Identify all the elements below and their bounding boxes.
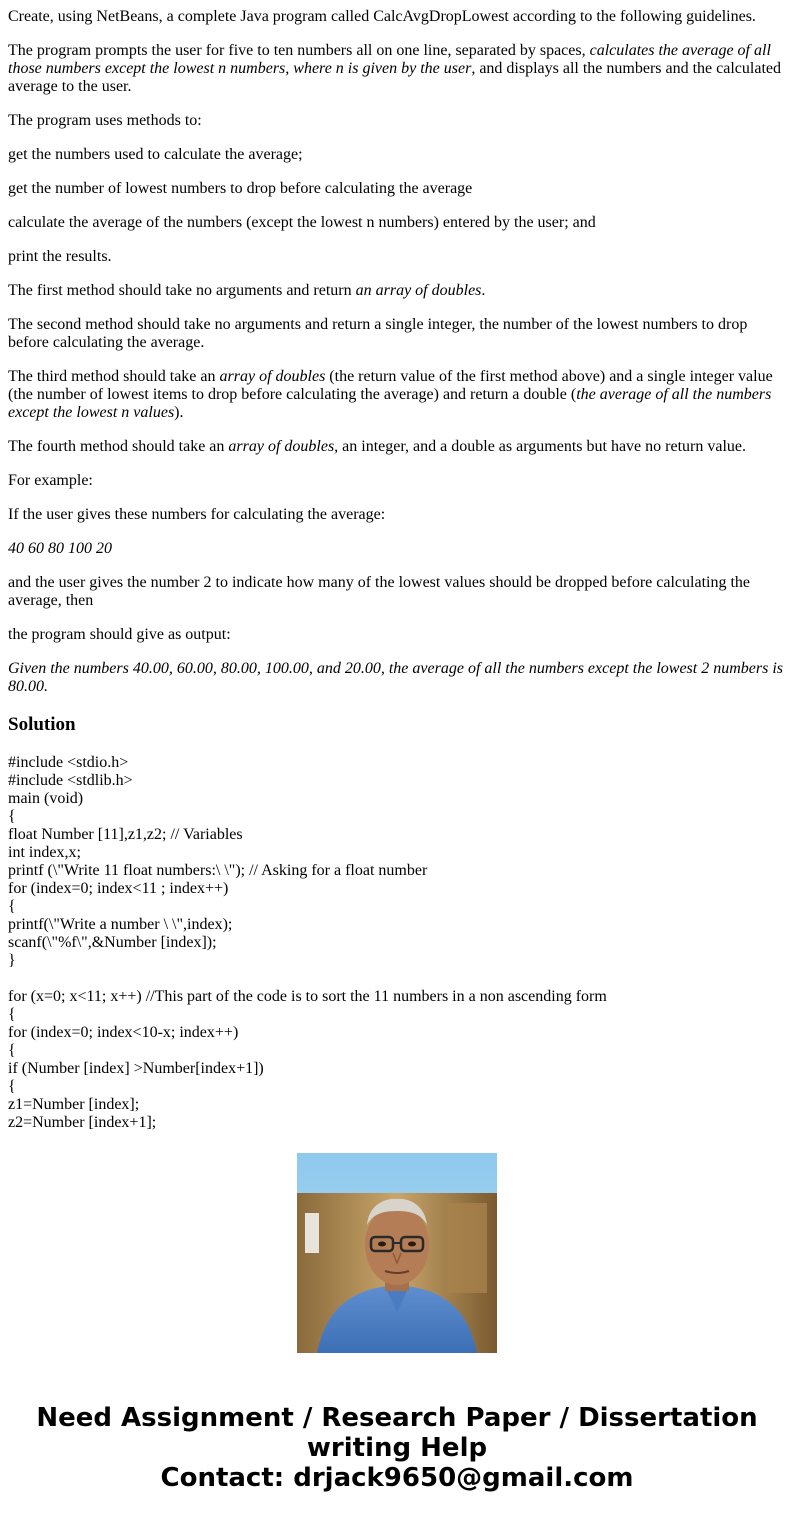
code-line: z1=Number [index]; (8, 1096, 140, 1113)
code-line: for (index=0; index<11 ; index++) (8, 880, 229, 897)
third-method-paragraph (8, 368, 786, 422)
footer-line: Need Assignment / Research Paper / Dissertation (36, 1403, 758, 1433)
method-item: get the numbers used to calculate the average; (8, 146, 303, 163)
code-line: scanf(\"%f\",&Number [index]); (8, 934, 217, 951)
method-item: get the number of lowest numbers to drop before calculating the average (8, 180, 473, 197)
example-numbers-text: 40 60 80 100 20 (8, 540, 112, 557)
first-method-text: The first method should take no arguments and return (8, 282, 356, 299)
author-avatar (297, 1153, 497, 1353)
example-intro: If the user gives these numbers for calculating the average: (8, 506, 386, 523)
code-line: z2=Number [index+1]; (8, 1114, 157, 1131)
third-method-text-end: ). (174, 404, 184, 421)
example-numbers (8, 540, 786, 558)
prompt-paragraph (8, 42, 786, 96)
example-label: For example: (8, 472, 93, 489)
code-line: float Number [11],z1,z2; // Variables (8, 826, 243, 843)
first-method-emphasis: an array of doubles (355, 282, 482, 299)
code-line: { (8, 1042, 16, 1059)
code-line: { (8, 1078, 16, 1095)
third-method-text: (the return value of the first method above) and a single integer value (the number of lowest items to drop before calculating the average) and return a double ( (8, 368, 773, 403)
code-line: { (8, 898, 16, 915)
prompt-text-end: , and displays all the numbers and the calculated average to the user. (8, 60, 781, 95)
code-line: main (void) (8, 790, 84, 807)
methods-intro: The program uses methods to: (8, 112, 202, 129)
footer-line: writing Help (306, 1433, 488, 1463)
code-line: for (index=0; index<10-x; index++) (8, 1024, 239, 1041)
code-line: for (x=0; x<11; x++) //This part of the code is to sort the 11 numbers in a non ascending form (8, 988, 607, 1005)
second-method-paragraph: The second method should take no arguments and return a single integer, the number of the lowest numbers to drop before calculating the average. (8, 316, 748, 351)
example-output-text: Given the numbers 40.00, 60.00, 80.00, 100.00, and 20.00, the average of all the numbers except the lowest 2 numbers is 80.00. (8, 660, 783, 695)
contact-footer (0, 1403, 794, 1493)
code-line: #include <stdio.h> (8, 754, 129, 771)
prompt-text: The program prompts the user for five to ten numbers all on one line, separated by spaces, (8, 42, 590, 59)
code-line: { (8, 808, 16, 825)
example-output (8, 660, 786, 696)
third-method-text: The third method should take an (8, 368, 220, 385)
code-line (8, 970, 786, 988)
first-method-paragraph (8, 282, 786, 300)
solution-heading: Solution (8, 714, 76, 735)
code-line: printf (\"Write 11 float numbers:\ \"); // Asking for a float number (8, 862, 428, 879)
intro-paragraph: Create, using NetBeans, a complete Java program called CalcAvgDropLowest according to the following guidelines. (8, 8, 756, 25)
example-drop-paragraph: and the user gives the number 2 to indicate how many of the lowest values should be dropped before calculating the average, then (8, 574, 751, 609)
output-label: the program should give as output: (8, 626, 231, 643)
method-item: print the results. (8, 248, 112, 265)
prompt-emphasis: calculates the average of all those numbers except the lowest n numbers, where n is given by the user (8, 42, 771, 77)
fourth-method-text-end: , an integer, and a double as arguments but have no return value. (334, 438, 746, 455)
code-line: { (8, 1006, 16, 1023)
code-line: } (8, 952, 16, 969)
fourth-method-paragraph (8, 438, 786, 456)
code-line: int index,x; (8, 844, 81, 861)
footer-contact: Contact: drjack9650@gmail.com (160, 1463, 634, 1493)
author-portrait-icon (297, 1153, 497, 1353)
first-method-text-end: . (481, 282, 486, 299)
third-method-emphasis: the average of all the numbers except the lowest n values (8, 386, 772, 421)
solution-code (8, 754, 786, 1131)
method-item: calculate the average of the numbers (except the lowest n numbers) entered by the user; and (8, 214, 596, 231)
code-line: if (Number [index] >Number[index+1]) (8, 1060, 264, 1077)
fourth-method-emphasis: array of doubles (228, 438, 335, 455)
fourth-method-text: The fourth method should take an (8, 438, 229, 455)
third-method-emphasis: array of doubles (219, 368, 326, 385)
code-line: printf(\"Write a number \ \",index); (8, 916, 233, 933)
code-line: #include <stdlib.h> (8, 772, 133, 789)
